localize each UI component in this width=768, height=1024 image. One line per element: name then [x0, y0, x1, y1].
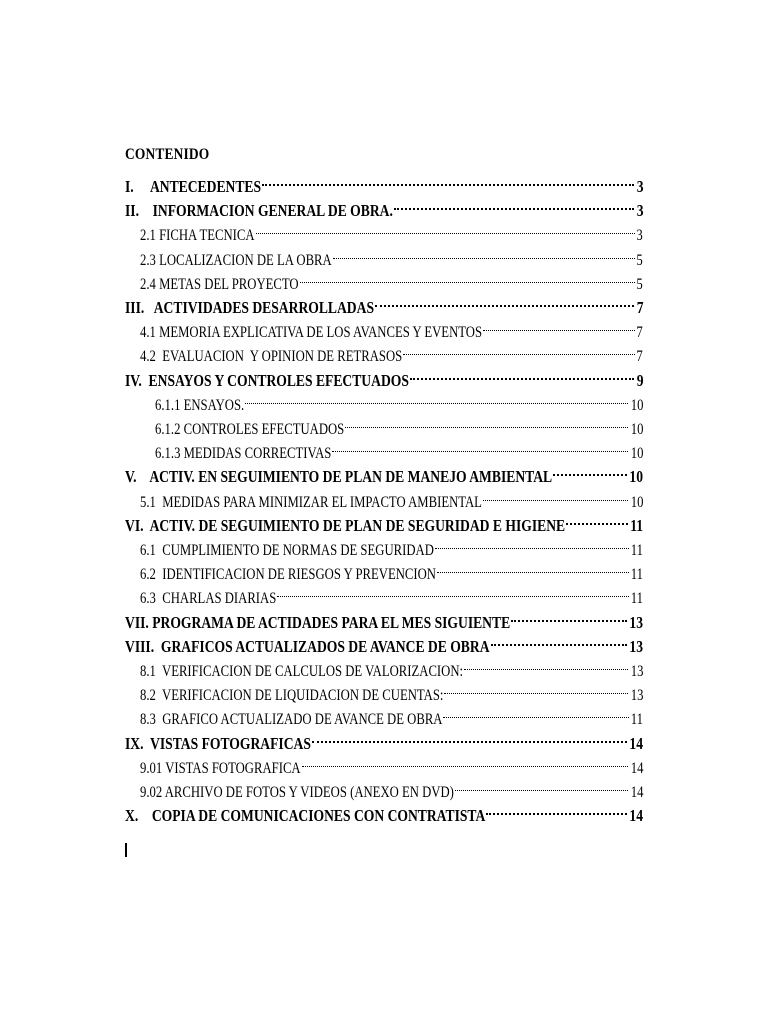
- toc-dot-leader: [455, 773, 628, 797]
- toc-dot-leader: [277, 579, 628, 603]
- toc-entry-label: 6.1.1 ENSAYOS.: [155, 396, 245, 414]
- toc-page-number: 5: [636, 275, 643, 293]
- toc-dot-leader: [483, 313, 635, 337]
- toc-page-number: 13: [629, 612, 643, 632]
- toc-dot-leader: [435, 531, 629, 555]
- toc-entry: [155, 410, 643, 438]
- toc-entry-label: 6.1.3 MEDIDAS CORRECTIVAS: [155, 445, 332, 463]
- toc-entry: [155, 386, 643, 414]
- toc-dot-leader: [312, 725, 627, 749]
- toc-entry-label: 9.02 ARCHIVO DE FOTOS Y VIDEOS (ANEXO EN DVD): [140, 784, 454, 801]
- toc-entry: [140, 676, 643, 705]
- toc-entry: [140, 773, 643, 801]
- toc-dot-leader: [300, 265, 635, 289]
- toc-page-number: 9: [636, 370, 643, 390]
- toc-entry: [140, 313, 643, 342]
- toc-dot-leader: [483, 483, 628, 507]
- toc-page-number: 3: [636, 201, 643, 221]
- toc-entry-label: 9.01 VISTAS FOTOGRAFICA: [140, 759, 301, 777]
- toc-entry: [140, 265, 643, 293]
- toc-entry-label: 5.1 MEDIDAS PARA MINIMIZAR EL IMPACTO AMBIENTAL: [140, 493, 482, 511]
- toc-entry: [125, 289, 643, 317]
- toc-entry-label: 6.1.2 CONTROLES EFECTUADOS: [155, 421, 345, 438]
- toc-dot-leader: [403, 337, 634, 361]
- toc-entry: [140, 749, 643, 777]
- toc-dot-leader: [262, 168, 634, 192]
- toc-dot-leader: [553, 458, 627, 482]
- toc-page-number: 3: [636, 177, 643, 196]
- toc-dot-leader: [444, 676, 628, 700]
- toc-page-number: 3: [636, 227, 643, 245]
- toc-entry-label: III. ACTIVIDADES DESARROLLADAS: [125, 298, 375, 317]
- toc-entry-label: 2.3 LOCALIZACION DE LA OBRA: [140, 251, 332, 269]
- toc-entry-label: 4.2 EVALUACION Y OPINION DE RETRASOS: [140, 348, 403, 366]
- text-cursor: [125, 843, 127, 857]
- toc-entry: [140, 579, 643, 608]
- toc-entry-label: X. COPIA DE COMUNICACIONES CON CONTRATISTA: [125, 806, 486, 826]
- toc-entry: [125, 725, 643, 753]
- toc-entry: [125, 458, 643, 487]
- toc-page-number: 10: [630, 396, 643, 414]
- toc-entry-label: V. ACTIV. EN SEGUIMIENTO DE PLAN DE MANEJO AMBIENTAL: [125, 467, 553, 487]
- toc-entry-label: 4.1 MEMORIA EXPLICATIVA DE LOS AVANCES Y EVENTOS: [140, 324, 483, 342]
- toc-entry: [125, 362, 643, 390]
- toc-page-number: 14: [629, 733, 643, 753]
- toc-entry: [125, 192, 643, 221]
- toc-dot-leader: [410, 362, 634, 386]
- toc-dot-leader: [245, 386, 628, 410]
- toc-entry-label: IX. VISTAS FOTOGRAFICAS: [125, 733, 311, 753]
- toc-entry: [125, 797, 643, 826]
- toc-dot-leader: [345, 410, 628, 434]
- toc-page-number: 14: [630, 784, 643, 801]
- toc-page-number: 11: [630, 711, 643, 729]
- toc-dot-leader: [302, 749, 629, 773]
- toc-entry-label: 8.1 VERIFICACION DE CALCULOS DE VALORIZACION:: [140, 663, 464, 680]
- toc-entry: [140, 483, 643, 511]
- toc-page-number: 13: [630, 687, 643, 705]
- toc-entry-label: VII. PROGRAMA DE ACTIDADES PARA EL MES SIGUIENTE: [125, 612, 511, 632]
- toc-entry: [125, 168, 643, 196]
- toc-page-number: 11: [630, 590, 643, 608]
- toc-entry-label: 8.2 VERIFICACION DE LIQUIDACION DE CUENTAS:: [140, 687, 444, 705]
- toc-dot-leader: [443, 700, 628, 724]
- toc-page-number: 7: [636, 348, 643, 366]
- toc-page-number: 11: [630, 566, 643, 584]
- toc-entry-label: 2.4 METAS DEL PROYECTO: [140, 275, 299, 293]
- toc-entry: [140, 241, 643, 269]
- toc-entry: [140, 700, 643, 729]
- toc-entry: [140, 555, 643, 584]
- toc-entry-label: II. INFORMACION GENERAL DE OBRA.: [125, 201, 393, 221]
- toc-page-number: 14: [629, 806, 643, 826]
- toc-entry: [140, 216, 643, 245]
- toc-entry: [125, 628, 643, 656]
- toc-page-number: 13: [629, 636, 643, 656]
- toc-entry: [125, 507, 643, 535]
- toc-dot-leader: [394, 192, 634, 216]
- toc-page-number: 14: [630, 759, 643, 777]
- toc-entry-label: 6.3 CHARLAS DIARIAS: [140, 590, 277, 608]
- toc-entry: [155, 434, 643, 463]
- toc-entry-label: 6.1 CUMPLIMIENTO DE NORMAS DE SEGURIDAD: [140, 542, 434, 559]
- toc-entry: [125, 604, 643, 632]
- toc-entry-label: VI. ACTIV. DE SEGUIMIENTO DE PLAN DE SEGURIDAD E HIGIENE: [125, 515, 566, 535]
- toc-dot-leader: [375, 289, 634, 313]
- toc-page-number: 10: [630, 445, 643, 463]
- toc-dot-leader: [333, 241, 635, 265]
- toc-page-number: 11: [630, 515, 643, 535]
- toc-page-number: 7: [636, 324, 643, 342]
- toc-dot-leader: [511, 604, 627, 628]
- toc-dot-leader: [486, 797, 627, 821]
- toc-entry-label: I. ANTECEDENTES: [125, 177, 262, 196]
- toc-entry-label: 2.1 FICHA TECNICA: [140, 227, 255, 245]
- toc-dot-leader: [256, 216, 635, 240]
- toc-dot-leader: [491, 628, 628, 652]
- toc-page-number: 10: [630, 493, 643, 511]
- toc-dot-leader: [566, 507, 628, 531]
- toc-dot-leader: [464, 652, 628, 676]
- toc-page-number: 7: [636, 298, 643, 317]
- toc-entry-label: IV. ENSAYOS Y CONTROLES EFECTUADOS: [125, 370, 409, 390]
- toc-page-number: 13: [630, 663, 643, 680]
- toc-page-number: 10: [630, 421, 643, 438]
- toc-dot-leader: [437, 555, 629, 579]
- toc-entry-label: 8.3 GRAFICO ACTUALIZADO DE AVANCE DE OBRA: [140, 711, 443, 729]
- toc-entry: [140, 531, 643, 559]
- toc-entry: [140, 337, 643, 366]
- toc-page-number: 10: [629, 467, 643, 487]
- toc-page-number: 11: [630, 542, 643, 559]
- toc-title: CONTENIDO: [125, 146, 210, 163]
- toc-page-number: 5: [636, 251, 643, 269]
- toc-dot-leader: [332, 434, 628, 458]
- toc-entry-label: 6.2 IDENTIFICACION DE RIESGOS Y PREVENCION: [140, 566, 436, 584]
- toc-entry-label: VIII. GRAFICOS ACTUALIZADOS DE AVANCE DE OBRA: [125, 636, 490, 656]
- toc-entry: [140, 652, 643, 680]
